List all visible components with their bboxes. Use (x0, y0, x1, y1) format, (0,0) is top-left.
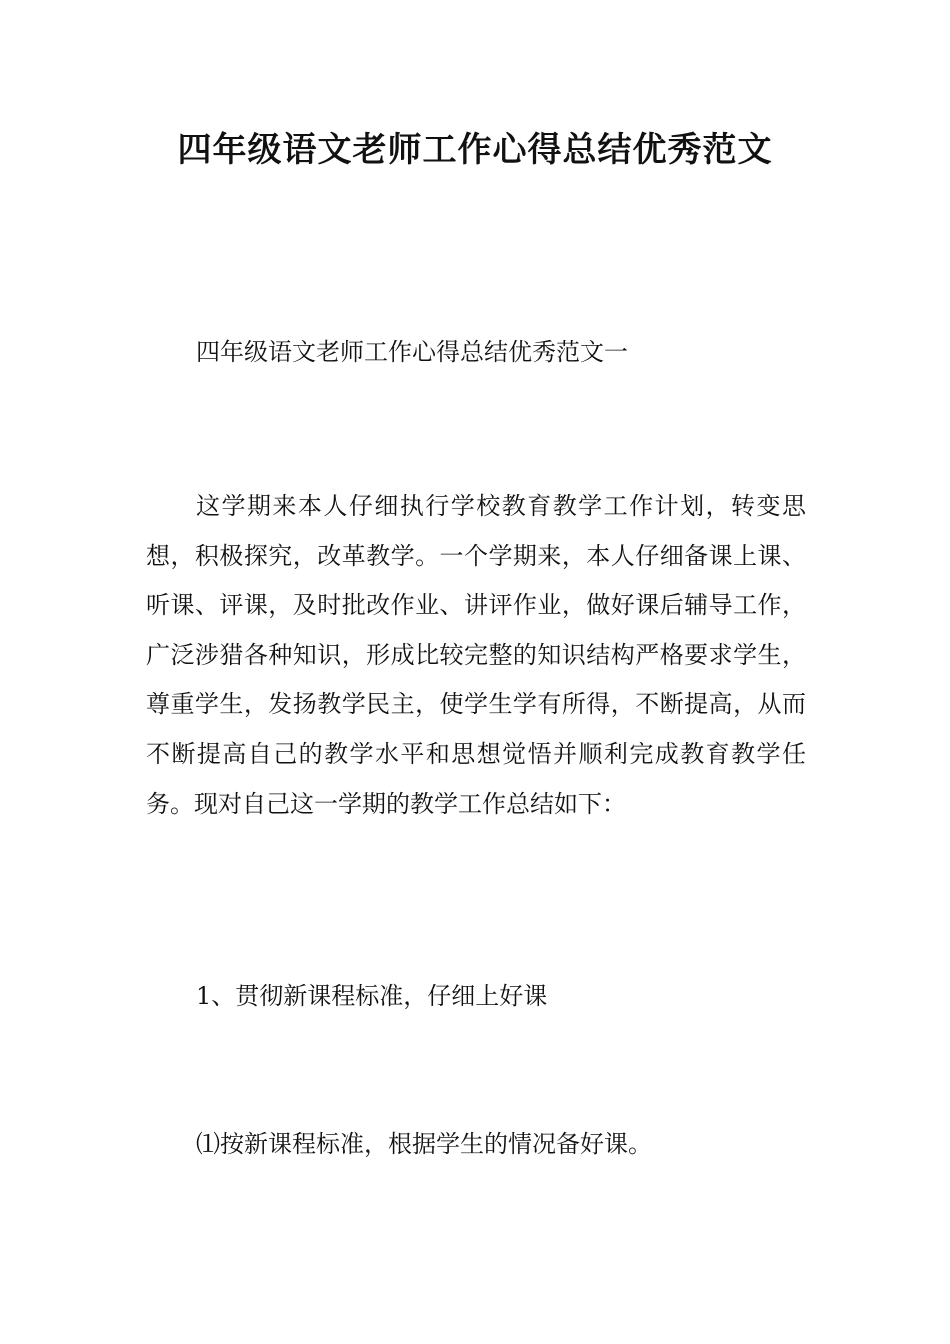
body-paragraph: 这学期来本人仔细执行学校教育教学工作计划，转变思想，积极探究，改革教学。一个学期来，本人仔细备课上课、听课、评课，及时批改作业、讲评作业，做好课后辅导工作，广泛涉猎各种知识，形成比较完整的知识结构严格要求学生，尊重学生，发扬教学民主，使学生学有所得，不断提高，从而不断提高自己的教学水平和思想觉悟并顺利完成教育教学任务。现对自己这一学期的教学工作总结如下： (146, 492, 806, 818)
section-heading: 四年级语文老师工作心得总结优秀范文一 (196, 338, 628, 366)
document-title: 四年级语文老师工作心得总结优秀范文 (177, 130, 773, 170)
sub-item-text: ⑴按新课程标准，根据学生的情况备好课。 (196, 1130, 652, 1158)
numbered-item-heading: 1、贯彻新课程标准，仔细上好课 (196, 982, 548, 1010)
